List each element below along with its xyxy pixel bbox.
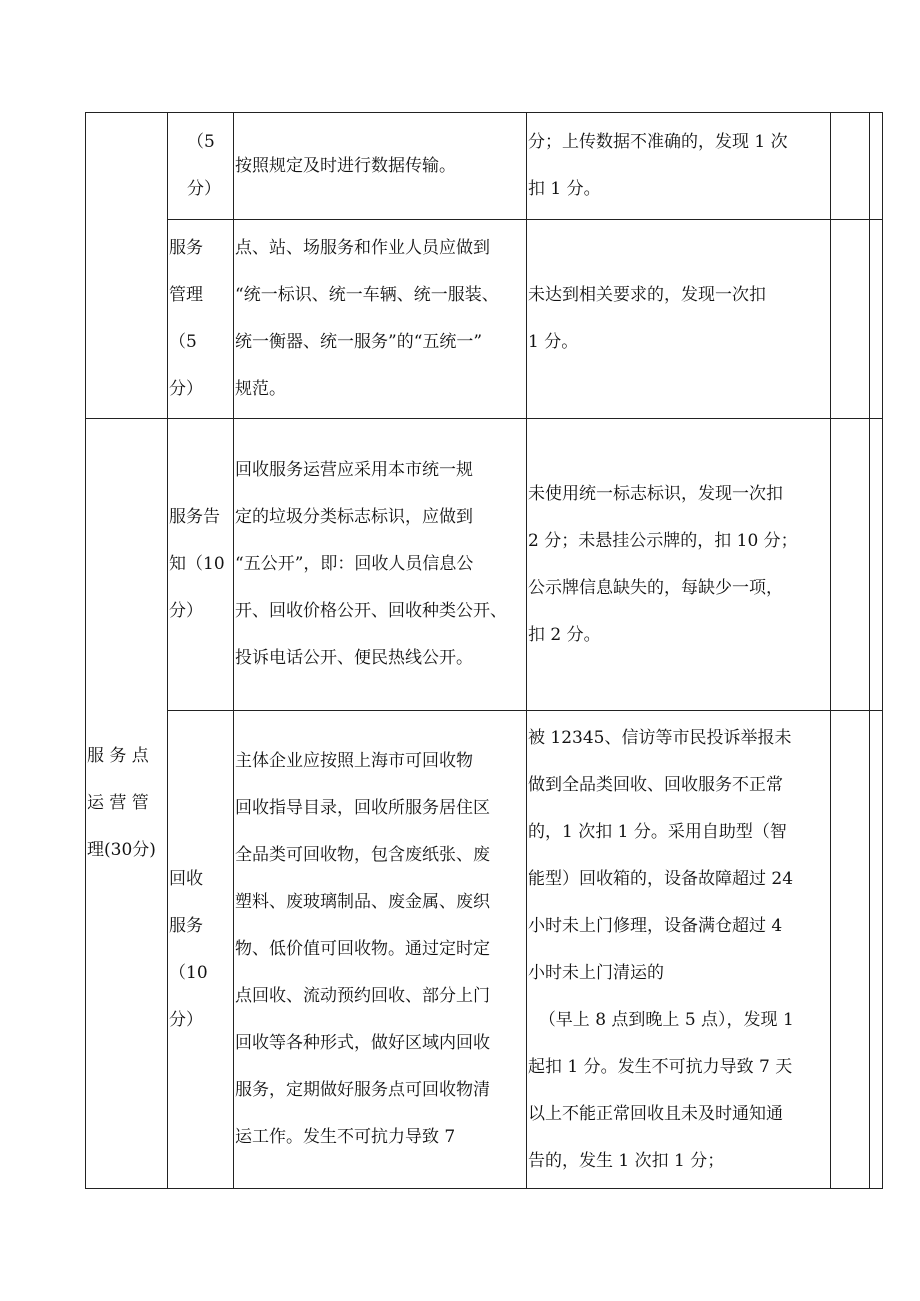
item-cell <box>168 220 234 419</box>
criteria-text: 被 12345、信访等市民投诉举报未 做到全品类回收、回收服务不正常 的，1 次扣 1 分。采用自助型（智 能型）回收箱的，设备故障超过 24 小时未上门修理，设备满仓超过 4 小时未上门清运的 （早上 8 点到晚上 5 点），发现 1 起扣 1 分。发生不可抗力导致 7 天 以上不能正常回收且未及时通知通 告的，发生 1 次扣 1 分； <box>528 727 794 1171</box>
requirement-cell <box>234 113 527 220</box>
scoring-table <box>85 112 883 1189</box>
requirement-text: 回收服务运营应采用本市统一规 定的垃圾分类标志标识，应做到 “五公开”，即：回收人员信息公 开、回收价格公开、回收种类公开、 投诉电话公开、便民热线公开。 <box>235 460 507 668</box>
requirement-text: 主体企业应按照上海市可回收物 回收指导目录，回收所服务居住区 全品类可回收物，包含废纸张、废 塑料、废玻璃制品、废金属、废织 物、低价值可回收物。通过定时定 点回收、流动预约回收、部分上门 回收等各种形式，做好区域内回收 服务，定期做好服务点可回收物清 运工作。发生不可抗力导致 7 <box>235 751 490 1147</box>
item-label: 服务告 知（10 分） <box>169 507 225 621</box>
remark-cell <box>870 711 883 1189</box>
item-label: 服务 管理 （5 分） <box>169 238 203 399</box>
table-row <box>86 220 883 419</box>
table-row <box>86 113 883 220</box>
criteria-text: 未达到相关要求的，发现一次扣 1 分。 <box>528 285 766 352</box>
criteria-cell <box>527 113 831 220</box>
item-cell <box>168 711 234 1189</box>
requirement-text: 点、站、场服务和作业人员应做到 “统一标识、统一车辆、统一服装、 统一衡器、统一服务”的“五统一” 规范。 <box>235 238 499 399</box>
criteria-cell <box>527 419 831 711</box>
section-cell-empty <box>86 113 168 419</box>
requirement-cell <box>234 419 527 711</box>
table-row <box>86 419 883 711</box>
remark-cell <box>870 220 883 419</box>
remark-cell <box>870 419 883 711</box>
item-cell <box>168 113 234 220</box>
item-label: 回收 服务 （10 分） <box>169 868 208 1030</box>
criteria-text: 未使用统一标志标识，发现一次扣 2 分；未悬挂公示牌的，扣 10 分； 公示牌信息缺失的，每缺少一项， 扣 2 分。 <box>528 483 798 645</box>
requirement-text: 按照规定及时进行数据传输。 <box>235 155 456 176</box>
section-cell <box>86 419 168 1189</box>
table-row <box>86 711 883 1189</box>
criteria-cell <box>527 220 831 419</box>
requirement-cell <box>234 711 527 1189</box>
remark-cell <box>870 113 883 220</box>
requirement-cell <box>234 220 527 419</box>
criteria-text: 分；上传数据不准确的，发现 1 次 扣 1 分。 <box>528 132 788 199</box>
score-cell <box>831 220 870 419</box>
item-cell <box>168 419 234 711</box>
section-label: 服 务 点 运 营 管 理(30分) <box>87 746 156 860</box>
score-cell <box>831 419 870 711</box>
criteria-cell <box>527 711 831 1189</box>
score-cell <box>831 711 870 1189</box>
score-cell <box>831 113 870 220</box>
item-label: （5 分） <box>187 132 221 199</box>
